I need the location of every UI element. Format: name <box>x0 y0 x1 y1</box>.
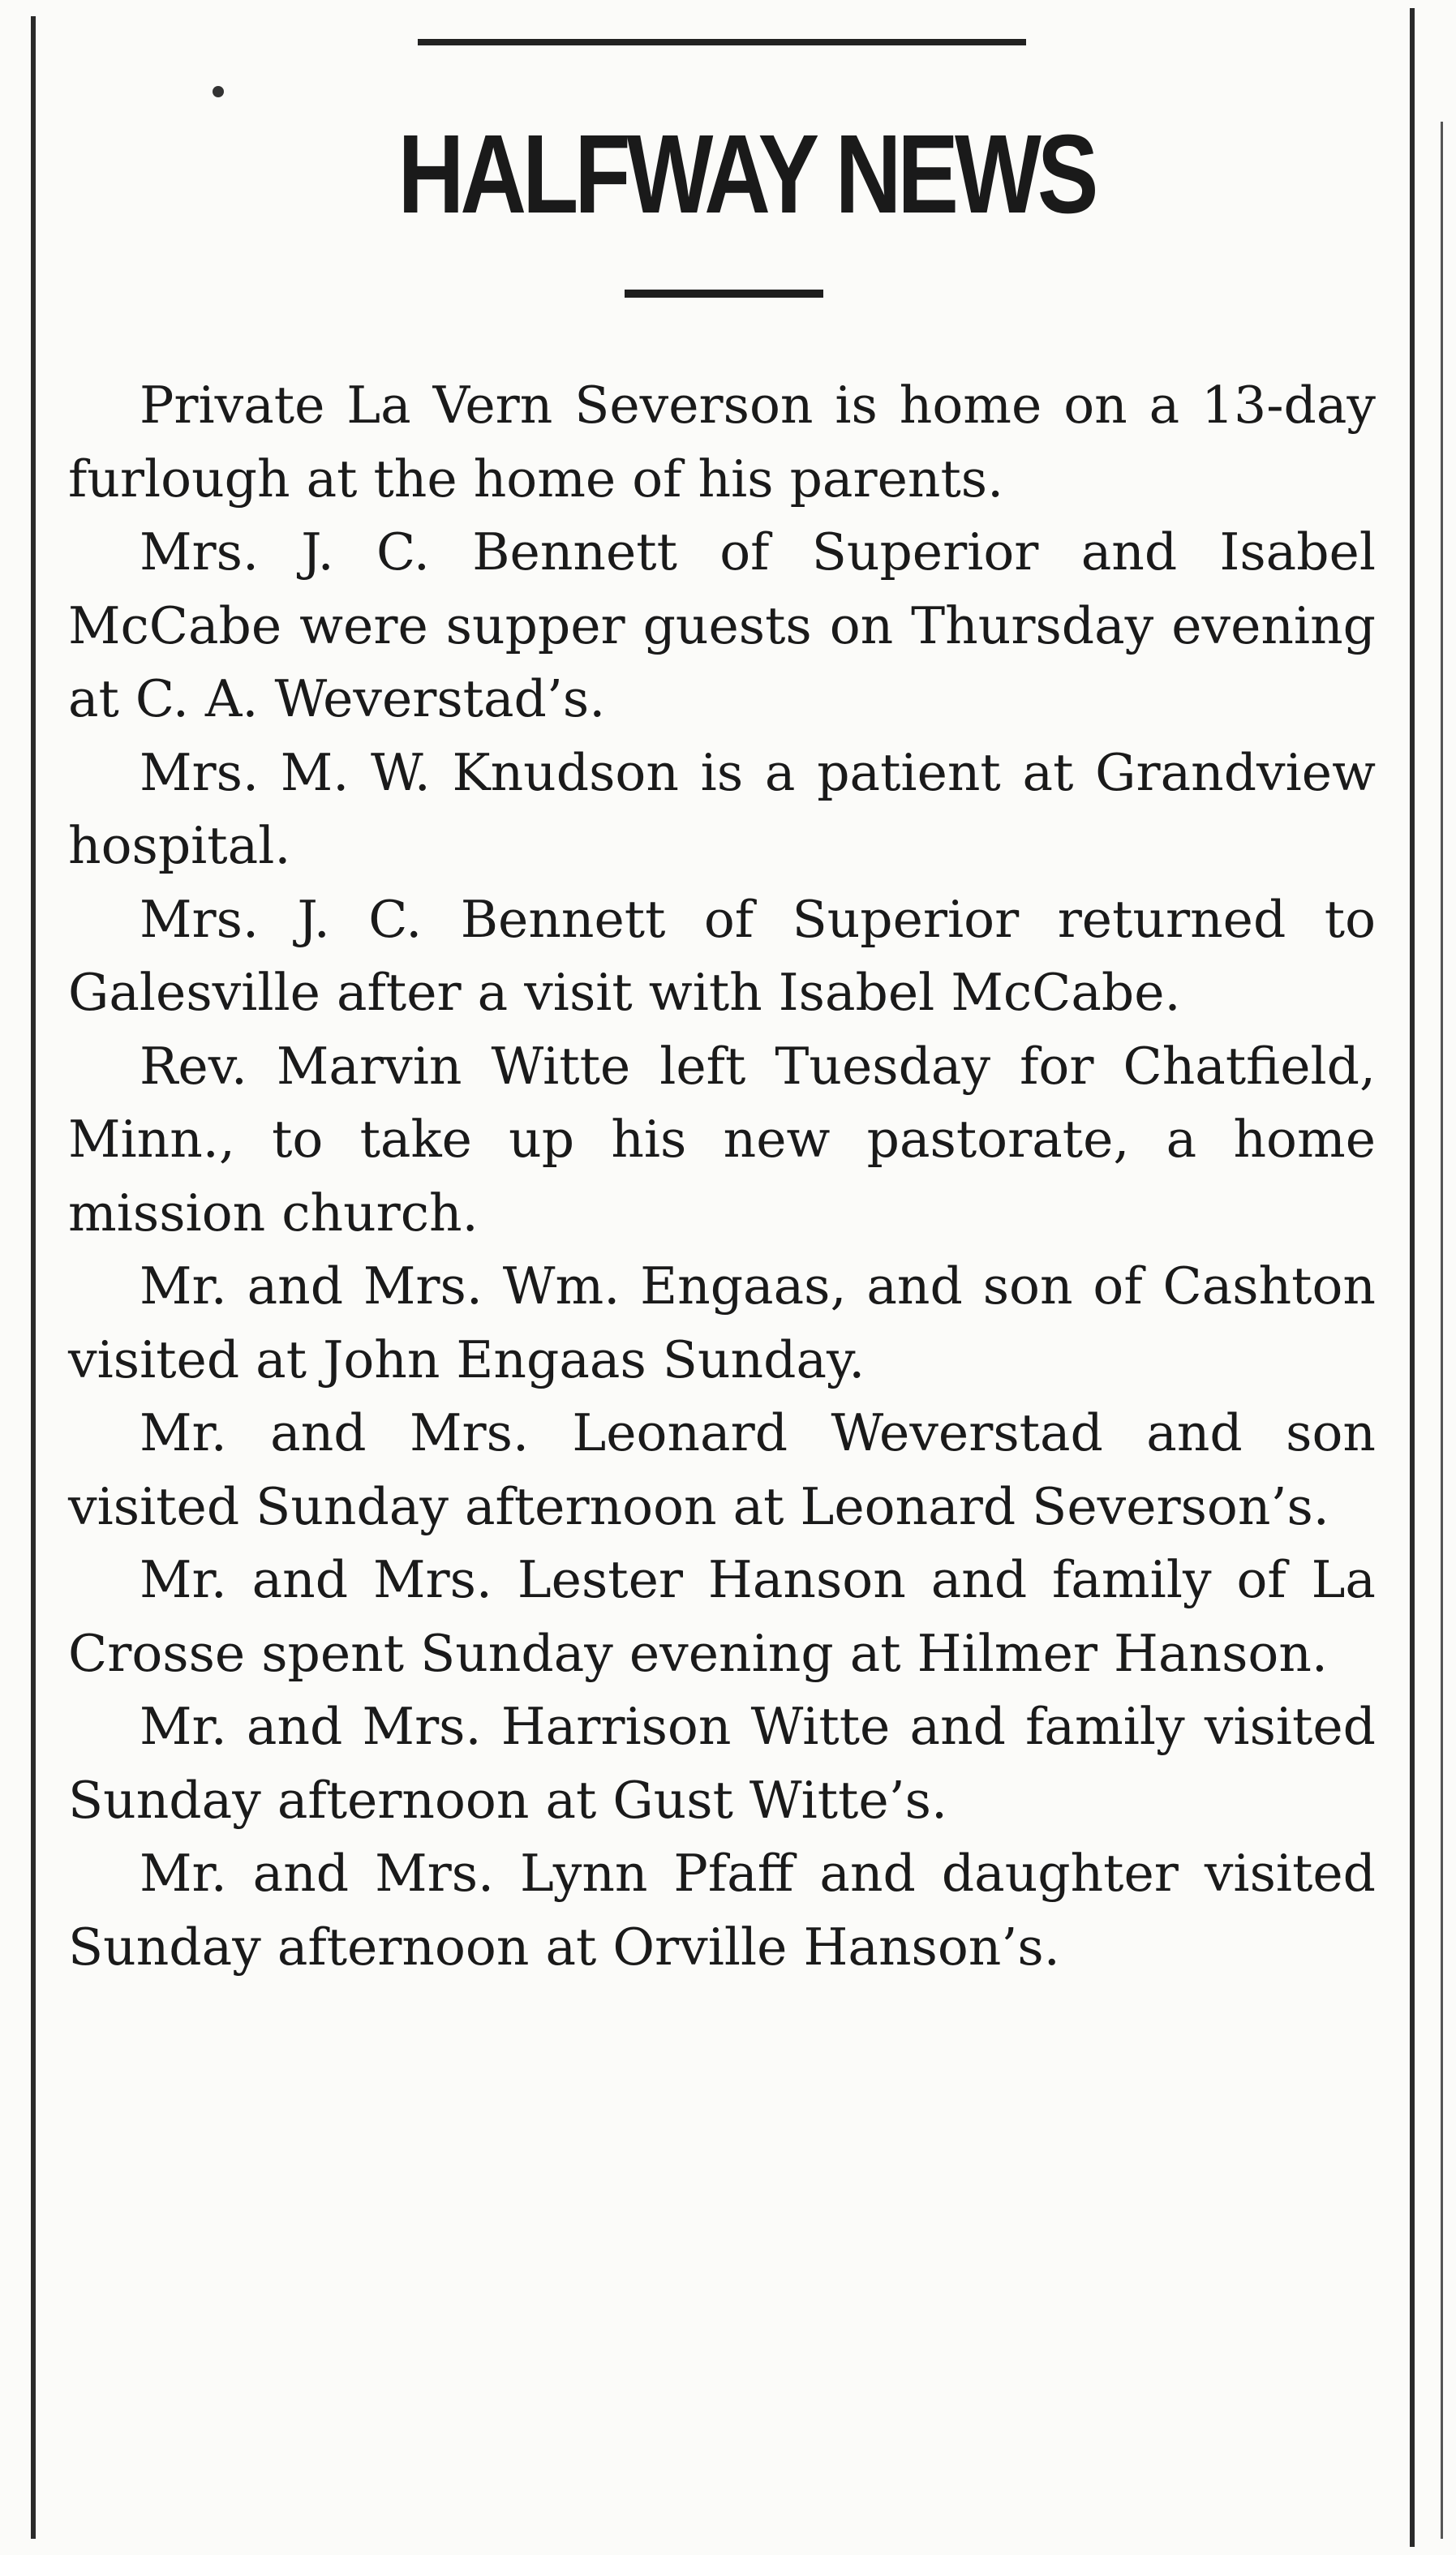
news-item: Private La Vern Severson is home on a 13-day furlough at the home of his parents. <box>68 376 1376 509</box>
news-item: Mr. and Mrs. Wm. Engaas, and son of Cashton visited at John Engaas Sunday. <box>68 1256 1376 1389</box>
news-item: Mr. and Mrs. Leonard Weverstad and son visited Sunday afternoon at Leonard Severson’s. <box>68 1403 1376 1536</box>
news-item: Mr. and Mrs. Lynn Pfaff and daughter visited Sunday afternoon at Orville Hanson’s. <box>68 1844 1376 1977</box>
news-item: Mrs. J. C. Bennett of Superior returned to Galesville after a visit with Isabel McCabe. <box>68 889 1376 1022</box>
column-rule-right <box>1410 8 1415 2547</box>
column-rule-outer <box>1441 122 1443 2539</box>
headline: HALFWAY NEWS <box>397 112 1095 237</box>
news-item: Rev. Marvin Witte left Tuesday for Chatfield, Minn., to take up his new pastorate, a home mission church. <box>68 1036 1376 1243</box>
column-rule-left <box>31 16 36 2539</box>
headline-rule <box>625 290 823 298</box>
ink-speck <box>213 86 224 97</box>
news-item: Mrs. M. W. Knudson is a patient at Grandview hospital. <box>68 742 1376 875</box>
article-body <box>68 369 1376 1984</box>
top-rule <box>418 39 1026 45</box>
news-item: Mr. and Mrs. Harrison Witte and family visited Sunday afternoon at Gust Witte’s. <box>68 1697 1376 1830</box>
news-item: Mr. and Mrs. Lester Hanson and family of La Crosse spent Sunday evening at Hilmer Hanson. <box>68 1550 1376 1683</box>
news-item: Mrs. J. C. Bennett of Superior and Isabel McCabe were supper guests on Thursday evening at C. A. Weverstad’s. <box>68 522 1376 728</box>
